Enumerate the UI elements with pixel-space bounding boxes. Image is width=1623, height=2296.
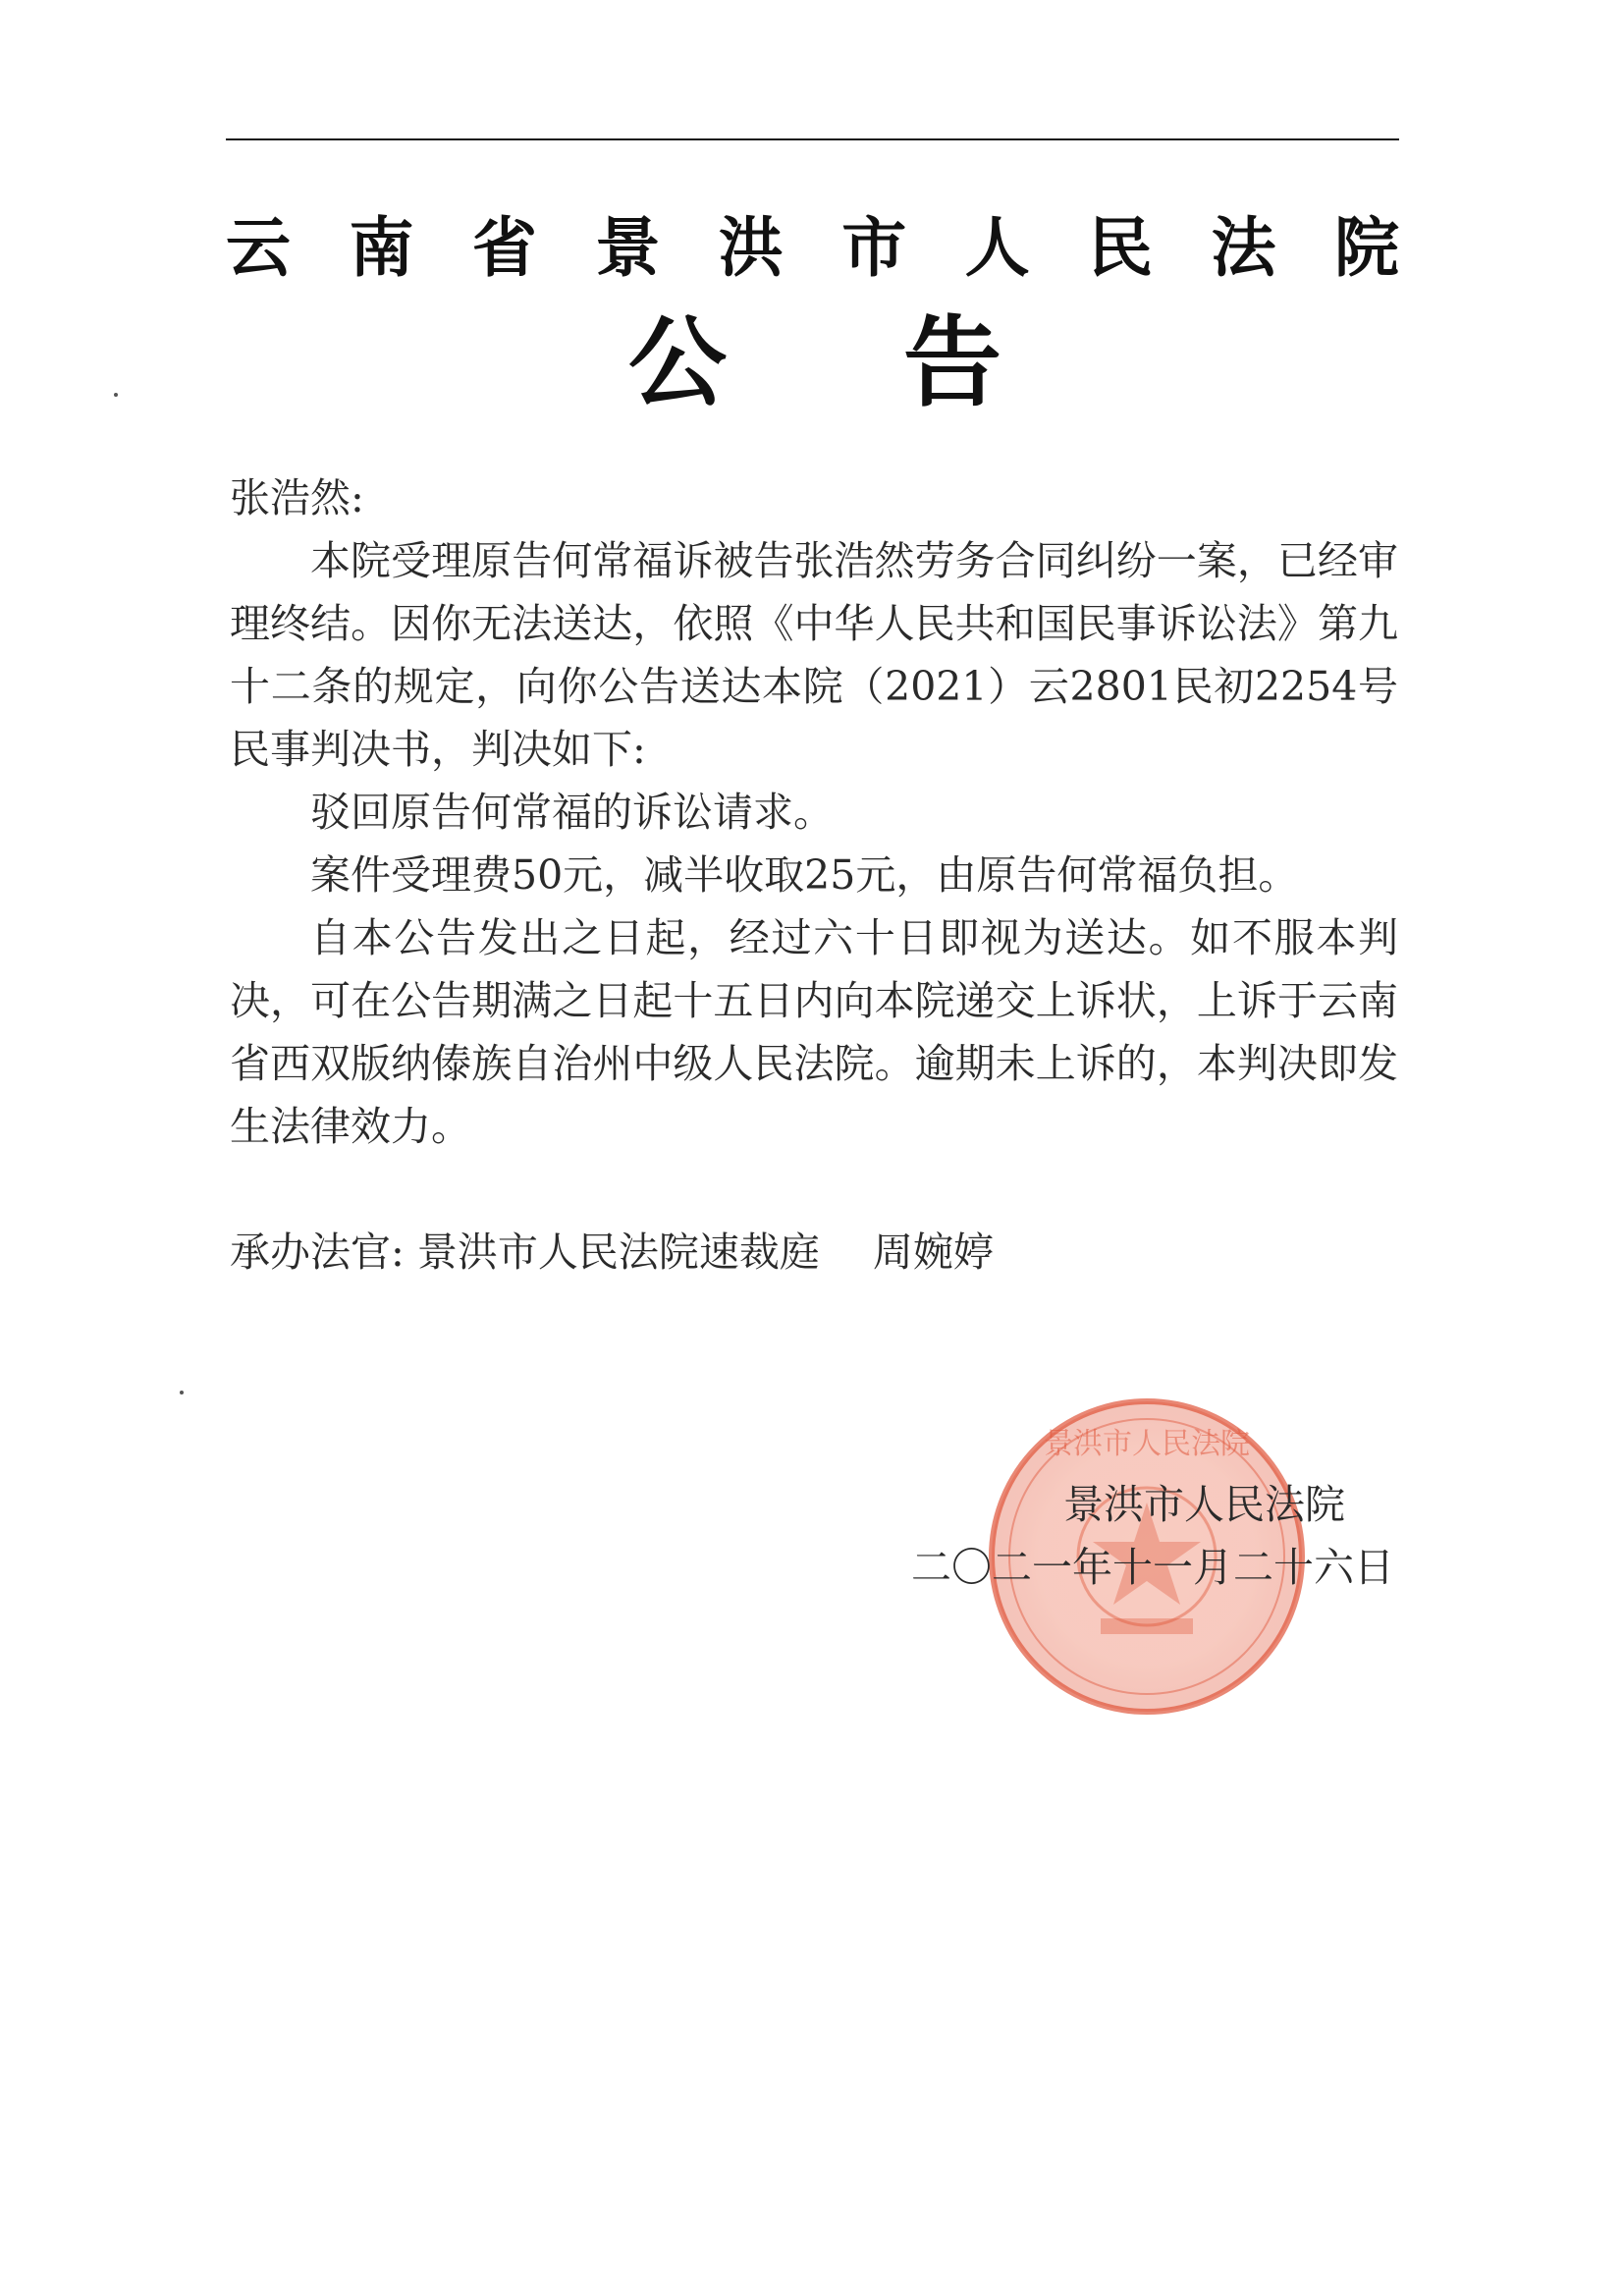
court-name-char: 法 — [1211, 210, 1276, 286]
judge-label: 承办法官: — [230, 1229, 405, 1276]
scan-speck — [114, 393, 118, 397]
court-name-char: 景 — [595, 210, 661, 286]
judge-line — [230, 1221, 1398, 1284]
court-name-char: 民 — [1088, 210, 1154, 286]
document-title — [628, 304, 1001, 422]
paragraph-fees: 案件受理费50元，减半收取25元，由原告何常福负担。 — [310, 851, 1299, 899]
paragraph-ruling: 驳回原告何常福的诉讼请求。 — [310, 789, 834, 836]
salutation: 张浩然: — [230, 474, 364, 521]
seal-text: 景洪市人民法院 — [1044, 1427, 1250, 1461]
court-name-char: 云 — [226, 210, 291, 286]
paragraph-appeal: 自本公告发出之日起，经过六十日即视为送达。如不服本判决，可在公告期满之日起十五日内向本院递交上诉状，上诉于云南省西双版纳傣族自治州中级人民法院。逾期未上诉的，本判决即发生法律效力。 — [230, 914, 1398, 1150]
court-name-char: 人 — [964, 210, 1030, 286]
scan-speck — [180, 1391, 184, 1394]
top-rule — [226, 138, 1399, 140]
paragraph-case-intro: 本院受理原告何常福诉被告张浩然劳务合同纠纷一案，已经审理终结。因你无法送达，依照《中华人民共和国民事诉讼法》第九十二条的规定，向你公告送达本院（2021）云2801民初2254号民事判决书，判决如下: — [230, 537, 1398, 773]
judge-unit: 景洪市人民法院速裁庭 — [416, 1229, 820, 1276]
court-name-heading — [226, 206, 1399, 291]
doc-title-char: 告 — [903, 305, 1001, 420]
court-name-char: 南 — [349, 210, 414, 286]
notice-body — [230, 466, 1398, 1284]
court-name-char: 市 — [841, 210, 907, 286]
signature-date: 二〇二一年十一月二十六日 — [911, 1544, 1394, 1591]
signature-court: 景洪市人民法院 — [1063, 1481, 1345, 1528]
court-name-char: 洪 — [718, 210, 784, 286]
court-name-char: 院 — [1333, 210, 1399, 286]
doc-title-char: 公 — [628, 305, 727, 420]
signature-block — [864, 1473, 1394, 1599]
judge-name: 周婉婷 — [872, 1229, 994, 1276]
court-name-char: 省 — [471, 210, 537, 286]
